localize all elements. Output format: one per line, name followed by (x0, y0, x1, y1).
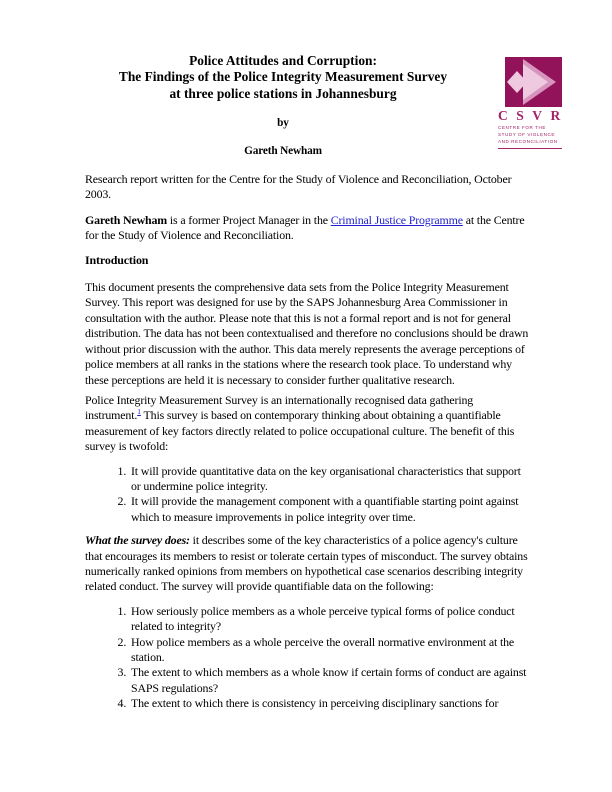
what-survey-does-lead: What the survey does: (85, 533, 190, 548)
title-line: Police Attitudes and Corruption: (189, 53, 377, 68)
list-item: 2. It will provide the management component with a quantifiable starting point against which to measure improvements in police integrity over time. (129, 494, 529, 525)
document-content (85, 53, 529, 720)
what-survey-does-text: it describes some of the key characteristics of a police agency's culture that encourages its members to resist or tolerate certain types of misconduct. The survey obtains numerically ranked opinions from members on hypothetical case scenarios describing integrity related conduct. The survey will provide quantifiable data on the following: (85, 533, 528, 594)
list-item: 3. The extent to which members as a whole know if certain forms of conduct are against SAPS regulations? (129, 665, 529, 696)
author-bio-text: at the Centre for the Study of Violence and Reconciliation. (85, 212, 525, 243)
author-bio-bold-name: Gareth Newham (85, 212, 168, 227)
title-line: The Findings of the Police Integrity Measurement Survey (118, 69, 448, 85)
list-item: 1. It will provide quantitative data on the key organisational characteristics that support or undermine police integrity. (129, 464, 529, 495)
benefits-list (85, 464, 529, 526)
author-bio-text: is a former Project Manager in the (167, 212, 331, 227)
author-bio-paragraph (85, 213, 529, 244)
page-title (85, 53, 481, 102)
criminal-justice-programme-link[interactable]: Criminal Justice Programme (330, 212, 463, 227)
title-line: at three police stations in Johannesburg (169, 85, 397, 101)
footnote-1-link[interactable]: 1 (137, 407, 141, 417)
logo-name-line: STUDY OF VIOLENCE (498, 132, 555, 137)
data-points-list (85, 604, 529, 712)
introduction-heading: Introduction (85, 252, 149, 267)
list-item: 1. How seriously police members as a whole perceive typical forms of police conduct related to integrity? (129, 604, 529, 635)
logo-name-line: CENTRE FOR THE (498, 125, 546, 130)
survey-intro-text: This survey is based on contemporary thinking about obtaining a quantifiable measurement of key factors directly related to police occupational culture. The benefit of this survey is twofold: (85, 408, 515, 454)
list-item: 4. The extent to which there is consistency in perceiving disciplinary sanctions for (129, 696, 529, 711)
survey-intro-text: Police Integrity Measurement Survey is an internationally recognised data gathering instrument. (85, 392, 474, 423)
author-name: Gareth Newham (244, 144, 322, 157)
introduction-paragraph: This document presents the comprehensive data sets from the Police Integrity Measurement Survey. This report was designed for use by the SAPS Johannesburg Area Commissioner in consultation with the author. Please note that this is not a formal report and is not for general distribution. The data has not been contextualised and therefore no conclusions should be drawn without prior discussion with the author. This data merely represents the average perceptions of police members at all ranks in the stations where the research took place. To understand why these perceptions are held it is necessary to consider further qualitative research. (85, 280, 529, 387)
list-item: 2. How police members as a whole perceive the overall normative environment at the station. (129, 635, 529, 666)
survey-intro-paragraph (85, 393, 529, 455)
what-survey-does-paragraph (85, 533, 529, 595)
byline: by (277, 117, 289, 130)
logo-acronym: CSVR (498, 108, 569, 123)
logo-name-line: AND RECONCILIATION (498, 139, 558, 144)
report-note-paragraph: Research report written for the Centre for the Study of Violence and Reconciliation, October 2003. (85, 172, 512, 202)
